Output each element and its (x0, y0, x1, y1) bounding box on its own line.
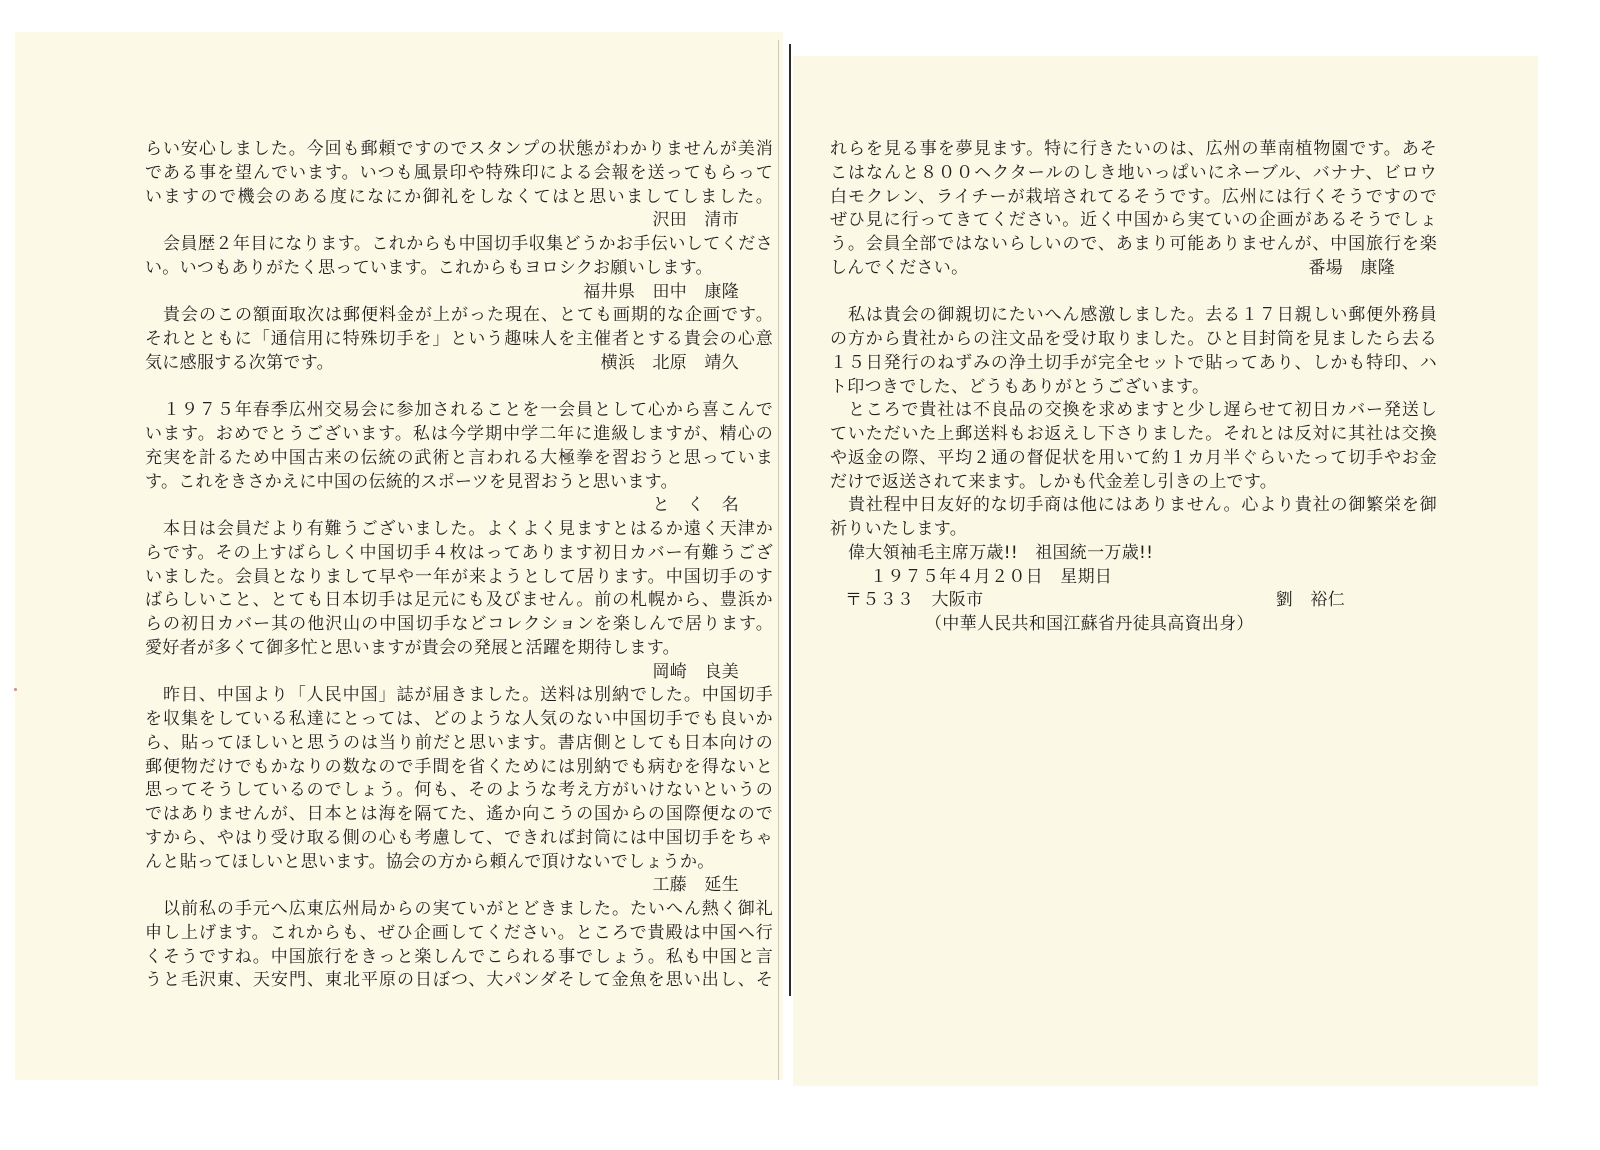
page-divider (789, 44, 791, 996)
text-line: 貴社程中日友好的な切手商は他にはありません。心より貴社の御繁栄を御 (848, 495, 1437, 516)
signature: と く 名 (652, 495, 739, 516)
text-line: 以前私の手元へ広東広州局からの実ていがとどきました。たいへん熱く御礼 (163, 899, 773, 919)
signature: 劉 裕仁 (1275, 590, 1345, 611)
text-line: の方から貴社からの注文品を受け取りました。ひと目封筒を見ましたら去る (830, 329, 1437, 349)
text-line: 白モクレン、ライチーが栽培されてるそうです。広州には行くそうですので (830, 186, 1437, 207)
text-line: 祈りいたします。 (830, 519, 968, 539)
signature: 福井県 田中 康隆 (583, 281, 739, 302)
closing-slogan: 偉大領袖毛主席万歳!! 祖国統一万歳!! (848, 542, 1154, 563)
text-line: 思ってそうしているのでしょう。何も、そのような考え方がいけないというの (145, 780, 773, 801)
text-line: 私は貴会の御親切にたいへん感激しました。去る１７日親しい郵便外務員 (848, 305, 1437, 326)
right-page-text (830, 138, 1437, 637)
letter (830, 138, 1437, 281)
text-line: うと毛沢東、天安門、東北平原の日ぼつ、大パンダそして金魚を思い出し、そ (145, 970, 773, 991)
letter (145, 138, 773, 233)
text-line-with-signature (830, 257, 1437, 281)
text-line: 愛好者が多くて御多忙と思いますが貴会の発展と活躍を期待します。 (145, 637, 680, 658)
text-line: ら、貼ってほしいと思うのは当り前だと思います。書店側としても日本向けの (145, 732, 773, 753)
text-line: １９７５年春季広州交易会に参加されることを一会員として心から喜こんで (163, 400, 773, 421)
text-line: 昨日、中国より「人民中国」誌が届きました。送料は別納でした。中国切手 (163, 685, 773, 706)
signature: 横浜 北原 靖久 (600, 352, 739, 373)
text-line: や返金の際、平均２通の督促状を用いて約１カ月半ぐらいたって切手やお金 (830, 447, 1437, 468)
text-line: 郵便物だけでもかなりの数なので手間を省くためには別納でも病むを得ないと (145, 756, 773, 777)
letter-date: １９７５年４月２０日 星期日 (870, 566, 1113, 587)
signature: 工藤 延生 (652, 875, 739, 896)
scan-speck (14, 688, 17, 691)
text-line: いました。会員となりまして早や一年が来ようとして居ります。中国切手のす (145, 566, 773, 587)
text-line: らい安心しました。今回も郵頼ですのでスタンプの状態がわかりませんが美消 (145, 139, 773, 159)
origin-note: （中華人民共和国江蘇省丹徒具高資出身） (925, 614, 1254, 634)
text-line: ばらしいこと、とても日本切手は足元にも及びません。前の札幌から、豊浜か (145, 590, 773, 611)
text-line: １５日発行のねずみの浄土切手が完全セットで貼ってあり、しかも特印、ハ (830, 352, 1437, 373)
text-line: それとともに「通信用に特殊切手を」という趣味人を主催者とする貴会の心意 (145, 329, 773, 349)
text-line: ではありませんが、日本とは海を隔てた、遙か向こうの国からの国際便なので (145, 804, 773, 824)
text-line: しんでください。 (830, 257, 969, 278)
text-line: らです。その上すばらしく中国切手４枚はってあります初日カバー有難うござ (145, 542, 773, 563)
text-line: すから、やはり受け取る側の心も考慮して、できれば封筒には中国切手をちゃ (145, 827, 773, 848)
text-line: 申し上げます。これからも、ぜひ企画してください。ところで貴殿は中国へ行 (145, 922, 773, 943)
text-line: 貴会のこの額面取次は郵便料金が上がった現在、とても画期的な企画です。 (163, 305, 773, 326)
text-line: 気に感服する次第です。 (145, 352, 334, 373)
letter (145, 304, 773, 375)
letter (145, 518, 773, 684)
paragraph-gap (145, 376, 773, 400)
text-line: である事を望んでいます。いつも風景印や特殊印による会報を送ってもらって (145, 162, 773, 183)
text-line: ところで貴社は不良品の交換を求めますと少し遅らせて初日カバー発送し (848, 400, 1437, 421)
left-page-text (145, 138, 773, 993)
text-line: を収集をしている私達にとっては、どのような人気のない中国切手でも良いか (145, 709, 773, 729)
postal-address: 〒５３３ 大阪市 (845, 590, 984, 611)
address-line (830, 589, 1437, 613)
text-line: くそうですね。中国旅行をきっと楽しんでこられる事でしょう。私も中国と言 (145, 946, 773, 967)
text-line: だけで返送されて来ます。しかも代金差し引きの上です。 (830, 471, 1278, 492)
text-line: 本日は会員だより有難うございました。よくよく見ますとはるか遠く天津か (163, 519, 773, 539)
letter (145, 399, 773, 518)
signature: 岡崎 良美 (652, 661, 739, 682)
page-edge-line (778, 40, 779, 1080)
paragraph-gap (830, 281, 1437, 305)
signature: 番場 康隆 (1308, 257, 1395, 278)
text-line: 会員歴２年目になります。これからも中国切手収集どうかお手伝いしてくださ (163, 234, 773, 254)
text-line: う。会員全部ではないらしいので、あまり可能ありませんが、中国旅行を楽 (830, 234, 1437, 254)
text-line: いますので機会のある度になにか御礼をしなくてはと思いましてしました。 (145, 186, 773, 207)
text-line: ぜひ見に行ってきてください。近く中国から実ていの企画があるそうでしょ (830, 210, 1437, 231)
text-line-with-signature (145, 352, 773, 376)
text-line: い。いつもありがたく思っています。これからもヨロシクお願いします。 (145, 257, 713, 278)
letter (145, 898, 773, 993)
text-line: こはなんと８００ヘクタールのしき地いっぱいにネーブル、バナナ、ビロウ (830, 162, 1437, 183)
letter (145, 684, 773, 898)
text-line: んと貼ってほしいと思います。協会の方から頼んで頂けないでしょうか。 (145, 851, 715, 872)
text-line: 充実を計るため中国古来の伝統の武術と言われる大極拳を習おうと思っていま (145, 447, 773, 468)
text-line: ていただいた上郵送料もお返えし下さりました。それとは反対に其社は交換 (830, 424, 1437, 444)
text-line: す。これをきさかえに中国の伝統的スポーツを見習おうと思います。 (145, 471, 678, 492)
text-line: れらを見る事を夢見ます。特に行きたいのは、広州の華南植物園です。あそ (830, 139, 1437, 159)
signature: 沢田 清市 (652, 210, 739, 231)
text-line: らの初日カバー其の他沢山の中国切手などコレクションを楽しんで居ります。 (145, 614, 773, 634)
text-line: ト印つきでした、どうもありがとうございます。 (830, 376, 1210, 397)
letter (145, 233, 773, 304)
letter (830, 304, 1437, 637)
text-line: います。おめでとうございます。私は今学期中学二年に進級しますが、精心の (145, 424, 773, 444)
